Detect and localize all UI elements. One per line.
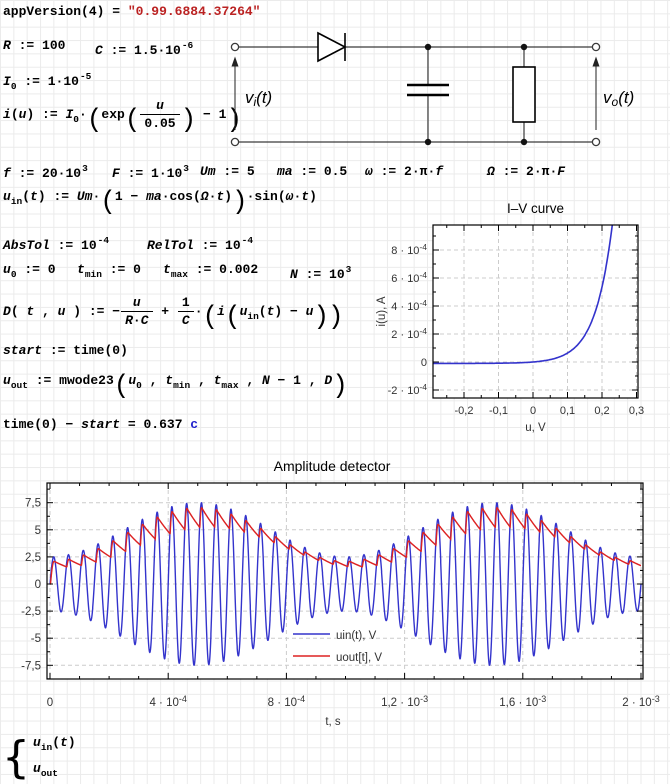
formula-i0-def[interactable]: $I_0$ := $1\cdot 10^{-5}$ [3, 71, 92, 92]
formula-uin-def[interactable]: $u_{in}(t)$ := Um·(1 − ma·cos(Ω·t))·sin(ω·t) [3, 186, 317, 217]
formula-um-def[interactable]: Um := 5 [200, 164, 255, 179]
capacitor-icon [407, 85, 449, 95]
formula-f-def[interactable]: f := $20\cdot 10^3$ [3, 163, 88, 181]
vout-label: vo(t) [603, 88, 635, 109]
svg-text:4 · 10-4: $4 \cdot 10^{-4}$ [149, 694, 187, 709]
vin-arrow-icon [232, 58, 238, 130]
svg-text:-7,5: -7,5 [21, 660, 41, 673]
iv-curve-chart[interactable] [373, 193, 665, 438]
formula-D-def[interactable]: D( t , u ) := − $\frac{u}{R\cdot C}$ + $\frac{1}{C}$ $\cdot(i(u_{in}(t) - u))$ [3, 295, 343, 332]
formula-ma-def[interactable]: ma := 0.5 [277, 164, 348, 179]
formula-F-def[interactable]: F := $1\cdot 10^3$ [112, 163, 189, 181]
svg-text:7,5: 7,5 [25, 497, 41, 510]
formula-omega-def[interactable]: ω := 2·π·f [365, 164, 444, 179]
svg-text:uout[t], V: uout[t], V [336, 652, 383, 664]
svg-text:0: 0 [420, 357, 427, 369]
svg-text:-0,2: -0,2 [454, 405, 474, 417]
formula-timing-result[interactable]: time(0) − start = 0.637 c [3, 417, 199, 432]
formula-start-def[interactable]: start := time(0) [3, 343, 128, 358]
vout-arrow-icon [593, 58, 599, 130]
svg-text:-2 · 10-4: $-2 \cdot 10^{-4}$ [387, 382, 427, 397]
diode-icon [318, 33, 345, 61]
svg-text:5: 5 [34, 524, 41, 537]
formula-uout-def[interactable]: $u_{out}$ := $mwode23(u_0$ , $t_{min}$ , $t_{max}$ , N − 1 , D) [3, 370, 347, 401]
plot-arg-uin: $u_{in}(t)$ [33, 735, 76, 753]
svg-text:0,3: 0,3 [628, 405, 645, 417]
svg-text:0: 0 [529, 405, 537, 417]
formula-N-def[interactable]: N := $10^3$ [290, 264, 352, 282]
resistor-icon [513, 67, 535, 122]
svg-text:-2,5: -2,5 [21, 606, 41, 619]
svg-text:8 · 10-4: $8 \cdot 10^{-4}$ [391, 242, 427, 257]
svg-text:6 · 10-4: $6 \cdot 10^{-4}$ [391, 270, 427, 285]
formula-tmax-def[interactable]: $t_{max}$ := 0.002 [163, 262, 259, 280]
svg-text:2 · 10-3: $2 \cdot 10^{-3}$ [622, 694, 660, 709]
formula-i-def[interactable]: i(u) := $I_0\cdot(\exp$( $\frac{u}{0.05}$ ) − 1) [3, 98, 242, 135]
svg-text:-5: -5 [30, 633, 41, 646]
plot-arguments-system[interactable] [2, 734, 76, 782]
svg-text:-0,1: -0,1 [489, 405, 508, 417]
formula-appversion[interactable]: appVersion(4) = "0.99.6884.37264" [3, 4, 261, 19]
svg-text:0: 0 [46, 697, 54, 709]
formula-c-def[interactable]: C := $1.5\cdot 10^{-6}$ [95, 40, 194, 58]
amp-chart-title: Amplitude detector [273, 458, 391, 474]
svg-text:2 · 10-4: $2 \cdot 10^{-4}$ [391, 326, 427, 341]
formula-Omega-def[interactable]: Ω := 2·π·F [487, 164, 566, 179]
formula-r-def[interactable]: R := 100 [3, 38, 66, 53]
svg-text:uin(t), V: uin(t), V [336, 630, 377, 642]
circuit-diagram[interactable] [225, 25, 670, 160]
vin-label: vi(t) [245, 88, 273, 109]
formula-u0-def[interactable]: $u_0$ := 0 [3, 262, 56, 280]
plot-arg-uout: $u_{out}$ [33, 761, 58, 779]
system-brace: { [2, 732, 30, 783]
svg-text:0: 0 [34, 579, 41, 591]
iv-chart-title: I–V curve [506, 201, 565, 216]
formula-reltol-def[interactable]: RelTol := $10^{-4}$ [147, 235, 254, 253]
svg-text:0,1: 0,1 [559, 405, 576, 417]
iv-ylabel: i(u), A [376, 296, 388, 327]
iv-xlabel: u, V [525, 422, 546, 434]
amp-xlabel: t, s [325, 716, 341, 728]
plot-background [47, 483, 643, 679]
amplitude-detector-chart[interactable] [0, 455, 670, 733]
svg-text:1,6 · 10-3: $1,6 \cdot 10^{-3}$ [499, 694, 547, 709]
svg-text:8 · 10-4: $8 \cdot 10^{-4}$ [267, 694, 306, 709]
formula-abstol-def[interactable]: AbsTol := $10^{-4}$ [3, 235, 110, 253]
svg-text:4 · 10-4: $4 \cdot 10^{-4}$ [391, 298, 427, 313]
formula-tmin-def[interactable]: $t_{min}$ := 0 [77, 262, 141, 280]
svg-text:1,2 · 10-3: $1,2 \cdot 10^{-3}$ [381, 694, 429, 709]
svg-text:2,5: 2,5 [25, 551, 41, 564]
svg-text:0,2: 0,2 [594, 405, 610, 417]
